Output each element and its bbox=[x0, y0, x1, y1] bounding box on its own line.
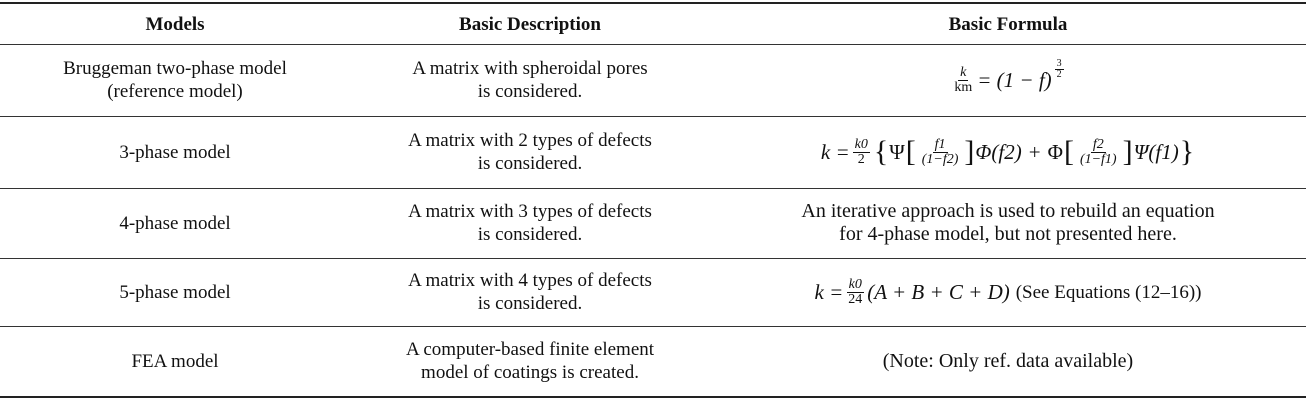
formula-line1: An iterative approach is used to rebuild an equation bbox=[801, 200, 1215, 222]
description-cell bbox=[350, 190, 710, 256]
top-rule bbox=[0, 2, 1306, 4]
description-cell bbox=[350, 46, 710, 114]
description-line2: is considered. bbox=[477, 153, 583, 174]
table-row bbox=[0, 190, 1306, 256]
three-phase-formula: k = $\frac{k0}{2}$ { Ψ [ $\frac{f1}{(1-f2)}$ ] Φ(f2) + Φ [ $\frac{f2}{(1-f1)}$ ] Ψ(f1) } bbox=[820, 135, 1195, 168]
model-name: FEA model bbox=[131, 350, 219, 372]
bruggeman-formula bbox=[949, 57, 1066, 95]
row-rule bbox=[0, 188, 1306, 189]
formula-cell bbox=[710, 328, 1306, 394]
description-cell bbox=[350, 118, 710, 186]
k0-over-2: $\frac{k0}{2}$ bbox=[854, 136, 868, 167]
table-row bbox=[0, 328, 1306, 394]
exponent: $\frac{3}{2}$ bbox=[1056, 57, 1062, 80]
description-line1: A matrix with spheroidal pores bbox=[412, 58, 648, 79]
formula-cell bbox=[710, 46, 1306, 114]
model-cell bbox=[0, 328, 350, 394]
model-name: 5-phase model bbox=[119, 281, 231, 303]
formula-line2: for 4-phase model, but not presented here. bbox=[839, 223, 1177, 245]
header-rule bbox=[0, 44, 1306, 45]
right-brace: } bbox=[1179, 135, 1195, 168]
description-line2: is considered. bbox=[477, 224, 583, 245]
k-over-km: $\frac{k}{km}$ bbox=[954, 64, 973, 95]
description-line2: is considered. bbox=[477, 81, 583, 102]
description-line1: A computer-based finite element bbox=[405, 339, 655, 360]
header-models: Models bbox=[145, 13, 205, 35]
row-rule bbox=[0, 326, 1306, 327]
five-phase-formula: k = $\frac{k0}{24}$ (A + B + C + D) (See Equations (12–16)) bbox=[814, 276, 1202, 307]
k0-over-24: $\frac{k0}{24}$ bbox=[848, 276, 863, 307]
model-cell bbox=[0, 190, 350, 256]
right-bracket: ] bbox=[964, 135, 975, 168]
description-cell bbox=[350, 328, 710, 394]
table-row bbox=[0, 260, 1306, 324]
row-rule bbox=[0, 116, 1306, 117]
model-name: 3-phase model bbox=[119, 141, 231, 163]
table-header bbox=[0, 6, 1306, 42]
description-line1: A matrix with 2 types of defects bbox=[408, 130, 652, 151]
model-name: 4-phase model bbox=[119, 212, 231, 234]
formula-rhs: = (1 − f) bbox=[977, 67, 1052, 92]
table-row bbox=[0, 46, 1306, 114]
right-bracket: ] bbox=[1122, 135, 1133, 168]
formula-text: (Note: Only ref. data available) bbox=[882, 349, 1134, 372]
f2-fraction: $\frac{f2}{(1-f1)}$ bbox=[1079, 136, 1117, 167]
header-basic-description: Basic Description bbox=[459, 13, 601, 35]
description-line1: A matrix with 4 types of defects bbox=[408, 270, 652, 291]
row-rule bbox=[0, 258, 1306, 259]
description-cell bbox=[350, 260, 710, 324]
description-line2: model of coatings is created. bbox=[421, 362, 639, 383]
formula-cell bbox=[710, 260, 1306, 324]
formula-cell bbox=[710, 190, 1306, 256]
left-bracket: [ bbox=[1063, 135, 1074, 168]
table-row bbox=[0, 118, 1306, 186]
left-bracket: [ bbox=[905, 135, 916, 168]
description-line1: A matrix with 3 types of defects bbox=[408, 201, 652, 222]
model-cell bbox=[0, 118, 350, 186]
f1-fraction: $\frac{f1}{(1-f2)}$ bbox=[921, 136, 959, 167]
model-cell bbox=[0, 260, 350, 324]
left-brace: { bbox=[873, 135, 889, 168]
bottom-rule bbox=[0, 396, 1306, 398]
model-name-line2: (reference model) bbox=[107, 81, 243, 102]
equation-reference: (See Equations (12–16)) bbox=[1015, 281, 1202, 303]
header-basic-formula: Basic Formula bbox=[948, 13, 1068, 35]
description-line2: is considered. bbox=[477, 293, 583, 314]
formula-cell bbox=[710, 118, 1306, 186]
model-cell bbox=[0, 46, 350, 114]
model-name: Bruggeman two-phase model bbox=[63, 58, 287, 79]
